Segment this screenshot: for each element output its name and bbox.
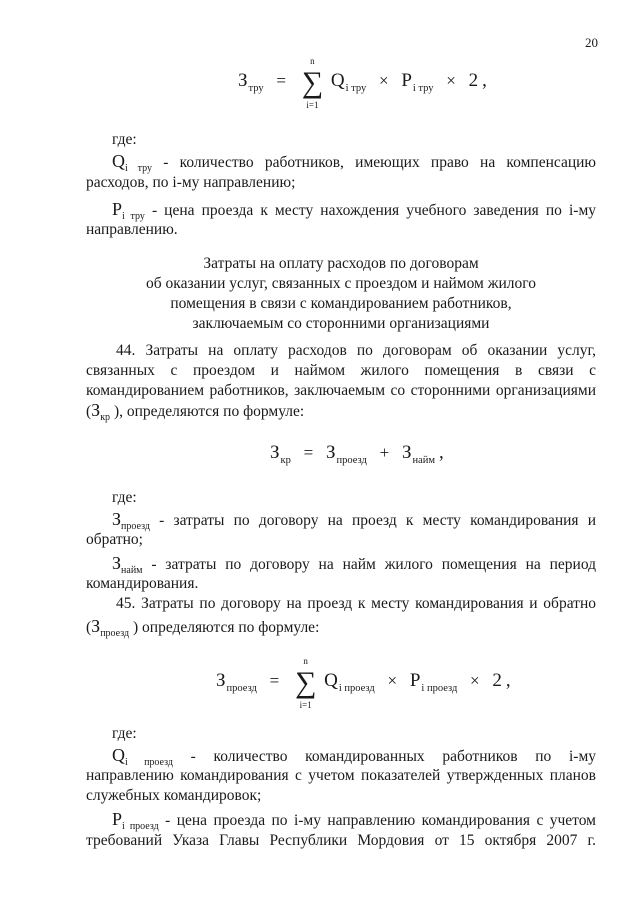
- definition-q-training-cont: расходов, по i-му направлению;: [86, 174, 296, 191]
- formula-plus: +: [379, 443, 390, 462]
- formula-lhs: З: [216, 670, 226, 691]
- formula-training-travel: [238, 56, 487, 110]
- paragraph-44-line: [86, 400, 596, 428]
- def-symbol: З: [112, 553, 122, 573]
- heading-line: заключаемым со сторонними организациями: [192, 315, 490, 332]
- inline-symbol: З: [91, 616, 101, 636]
- definition-q-travel-cont: направлению командирования с учетом показателей утвержденных планов: [86, 767, 596, 784]
- def-symbol: P: [112, 199, 123, 219]
- paren-open: (: [86, 619, 92, 636]
- inline-symbol-sub: проезд: [100, 628, 130, 639]
- formula-comma: ,: [505, 670, 511, 691]
- formula-equals: =: [303, 443, 314, 462]
- paragraph-44-line: связанных с проездом и наймом жилого помещения в связи с: [86, 362, 596, 379]
- where-label: где:: [112, 725, 137, 742]
- sum-upper: n: [310, 56, 315, 66]
- formula-p-sub: i тру: [412, 83, 434, 94]
- paragraph-text: ) определяются по формуле:: [132, 619, 320, 636]
- heading-line: Затраты на оплату расходов по договорам: [203, 255, 479, 272]
- sum-symbol: ∑ n i=1: [294, 656, 317, 710]
- def-text: - затраты по договору на проезд к месту командирования и: [159, 512, 597, 529]
- paragraph-45-line: [86, 616, 596, 644]
- where-label: где:: [112, 131, 137, 148]
- def-text: - количество командированных работников по i-му: [190, 748, 597, 765]
- formula-comma: ,: [482, 70, 487, 91]
- def-text: - цена проезда по i-му направлению командирования с учетом: [165, 812, 596, 829]
- paren-open: (: [86, 403, 92, 420]
- formula-term-a: З: [325, 442, 336, 463]
- definition-z-travel-cont: обратно;: [86, 531, 143, 548]
- def-text: - затраты по договору на найм жилого помещения на период: [151, 556, 597, 573]
- def-symbol-sub: i проезд: [125, 757, 173, 768]
- sum-upper: n: [303, 656, 308, 666]
- formula-const: 2: [468, 70, 479, 91]
- def-symbol-sub: i тру: [125, 163, 152, 174]
- where-label: где:: [112, 489, 137, 506]
- formula-business-trip: [270, 442, 444, 466]
- definition-p-training-cont: направлению.: [86, 221, 178, 238]
- formula-times: ×: [446, 71, 456, 90]
- paragraph-44-line: 44. Затраты на оплату расходов по договорам об оказании услуг,: [116, 342, 596, 359]
- formula-q: Q: [330, 70, 345, 91]
- page-number: 20: [585, 35, 598, 50]
- paragraph-text: ), определяются по формуле:: [113, 403, 305, 420]
- formula-p: P: [401, 70, 412, 91]
- formula-p: P: [409, 670, 421, 691]
- formula-term-b-sub: найм: [412, 455, 436, 466]
- definition-q-travel-cont: служебных командировок;: [86, 787, 262, 804]
- formula-lhs: З: [238, 70, 248, 91]
- def-text: - цена проезда к месту нахождения учебного заведения по i-му: [151, 202, 596, 219]
- sum-lower: i=1: [299, 700, 312, 710]
- def-symbol: З: [112, 509, 122, 529]
- heading-line: об оказании услуг, связанных с проездом и наймом жилого: [146, 275, 536, 292]
- formula-times: ×: [378, 71, 389, 90]
- formula-const: 2: [492, 670, 502, 691]
- inline-symbol: З: [91, 400, 101, 420]
- formula-term-a-sub: проезд: [336, 455, 367, 466]
- formula-equals: =: [269, 671, 280, 690]
- paragraph-45-line: 45. Затраты по договору на проезд к месту командирования и обратно: [116, 595, 596, 612]
- formula-lhs: З: [270, 442, 280, 463]
- formula-times: ×: [470, 671, 480, 690]
- formula-lhs-sub: тру: [248, 83, 264, 94]
- def-symbol: Q: [112, 745, 125, 765]
- formula-lhs-sub: кр: [280, 455, 291, 466]
- formula-q-sub: i проезд: [338, 683, 375, 694]
- def-symbol-sub: i тру: [122, 211, 145, 222]
- formula-term-b: З: [401, 442, 412, 463]
- formula-p-sub: i проезд: [421, 683, 458, 694]
- def-text: - количество работников, имеющих право на компенсацию: [163, 154, 597, 171]
- def-symbol: P: [112, 809, 123, 829]
- formula-equals: =: [276, 71, 286, 90]
- paragraph-44-line: командированием работников, заключаемым со сторонними организациями: [86, 382, 596, 399]
- section-heading: [86, 254, 596, 334]
- def-symbol-sub: проезд: [121, 521, 150, 532]
- definition-z-lodging-cont: командирования.: [86, 575, 199, 592]
- formula-comma: ,: [439, 442, 444, 463]
- formula-q-sub: i тру: [345, 83, 367, 94]
- heading-line: помещения в связи с командированием работников,: [170, 295, 512, 312]
- def-symbol-sub: найм: [121, 565, 143, 576]
- formula-times: ×: [387, 671, 398, 690]
- inline-symbol-sub: кр: [100, 412, 111, 423]
- formula-lhs-sub: проезд: [226, 683, 257, 694]
- def-symbol: Q: [112, 151, 125, 171]
- def-symbol-sub: i проезд: [122, 821, 159, 832]
- sum-symbol: ∑ n i=1: [301, 56, 324, 110]
- formula-q: Q: [324, 670, 338, 691]
- definition-p-travel-cont: требований Указа Главы Республики Мордовия от 15 октября 2007 г.: [86, 832, 596, 849]
- sum-lower: i=1: [306, 100, 319, 110]
- formula-travel-cost: [216, 656, 511, 710]
